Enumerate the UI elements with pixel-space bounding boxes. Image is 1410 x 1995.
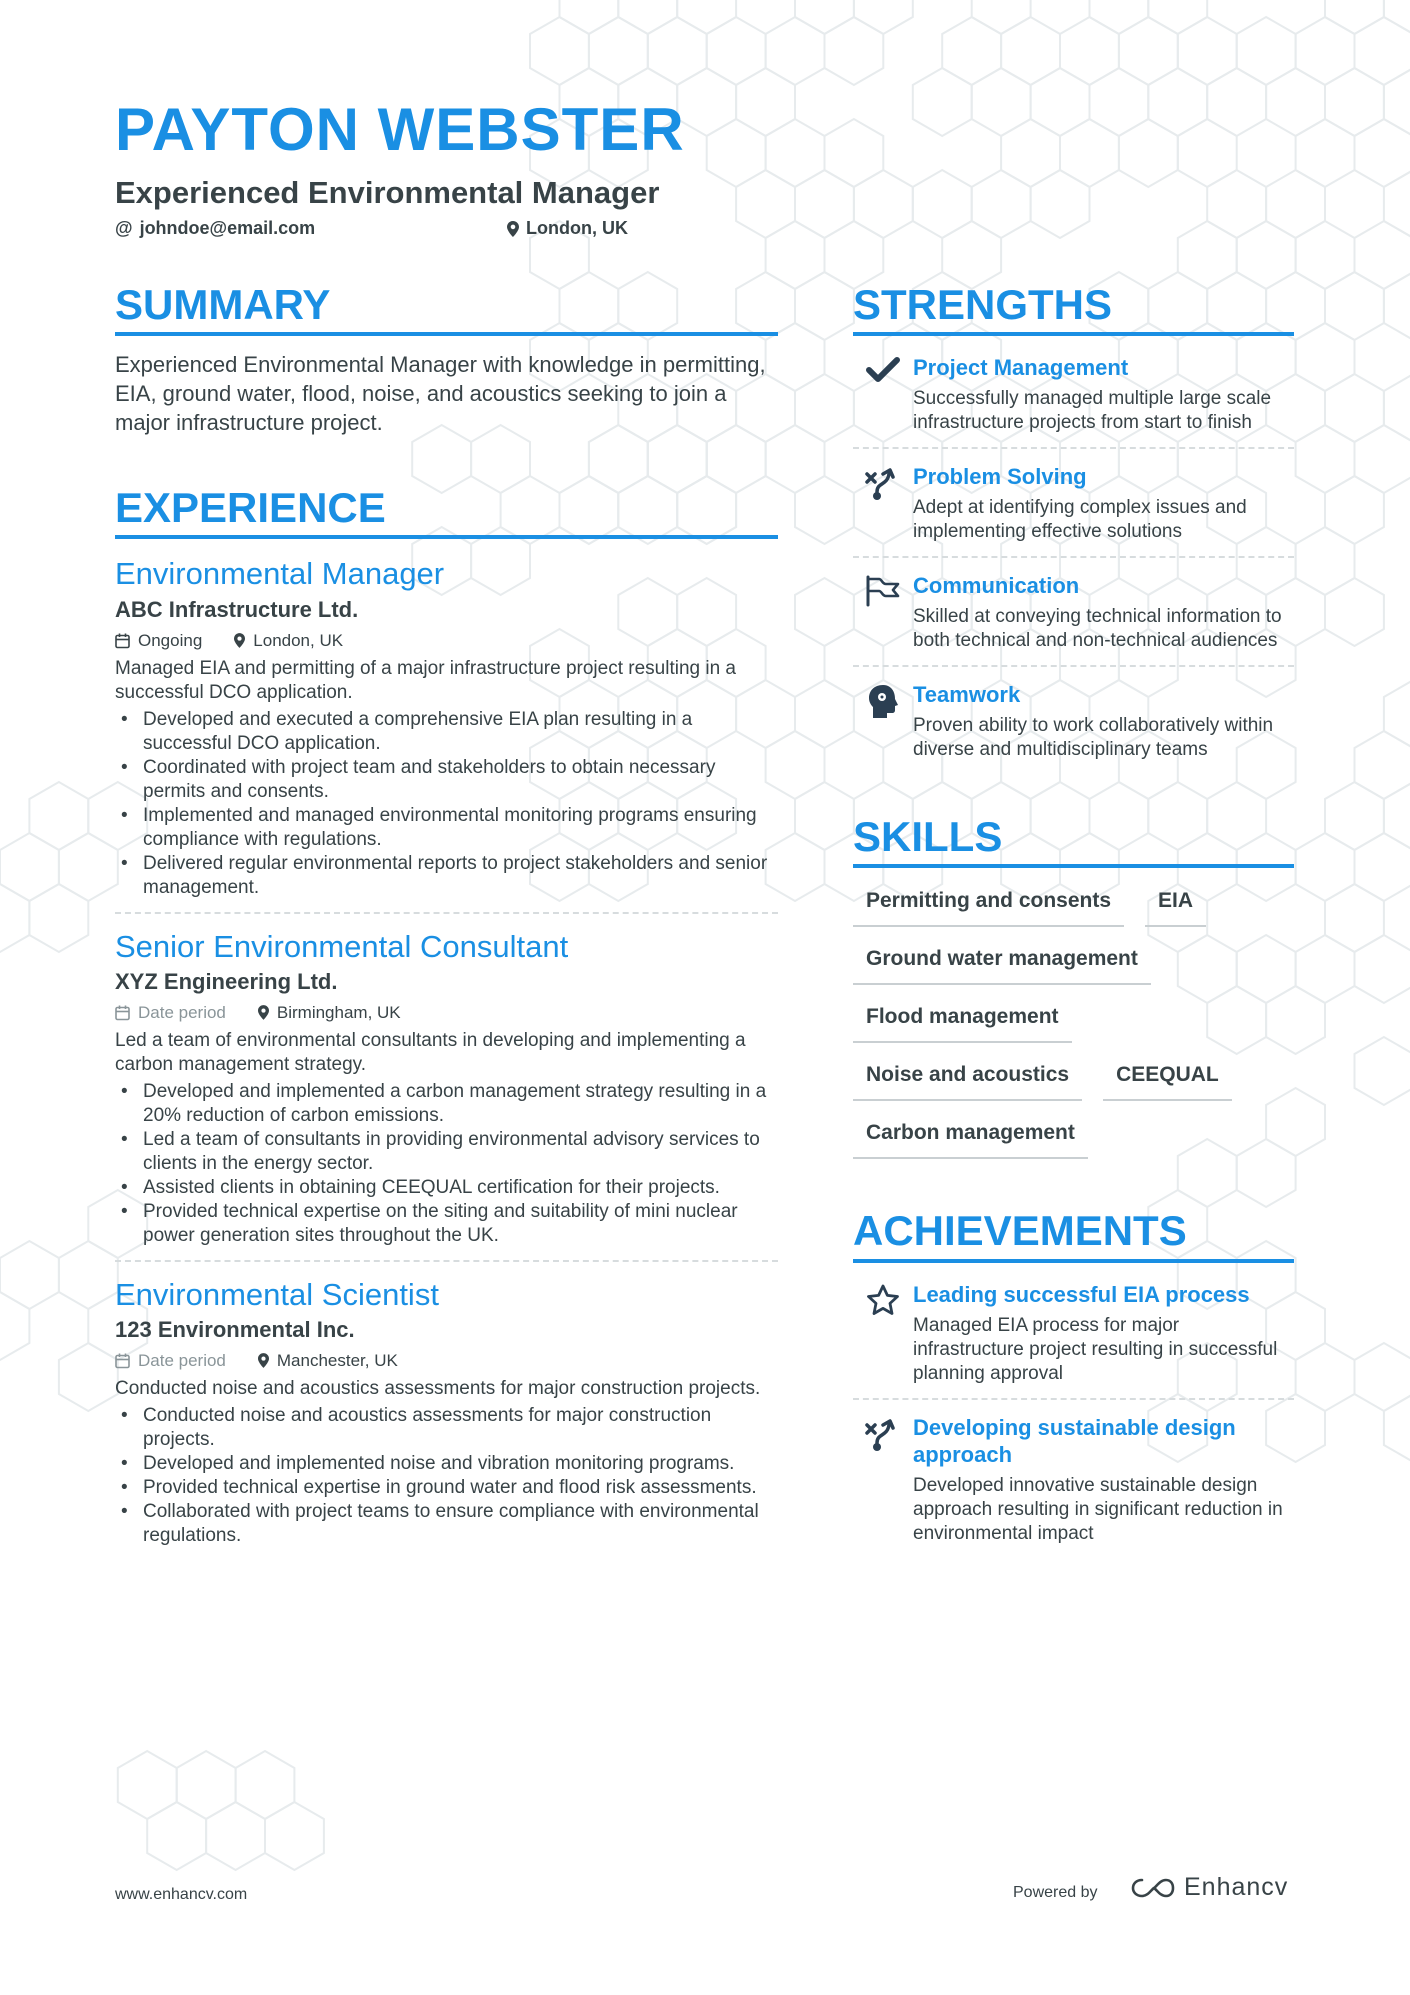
company-name: XYZ Engineering Ltd. <box>115 968 338 994</box>
achievement-title: Leading successful EIA process <box>913 1281 1250 1307</box>
summary-section <box>115 282 778 437</box>
achievement-title: Developing sustainable design approach <box>913 1414 1236 1467</box>
job-bullet: • Provided technical expertise on the siting and suitability of mini nuclear power generation sites throughout the UK. <box>115 1200 778 1248</box>
strength-text: Successfully managed multiple large scale infrastructure projects from start to finish <box>913 388 1272 434</box>
job-description: Led a team of environmental consultants in developing and implementing a carbon management strategy. <box>115 1029 746 1075</box>
company-name: 123 Environmental Inc. <box>115 1316 355 1342</box>
experience-entry <box>115 555 778 899</box>
summary-text: Experienced Environmental Manager with knowledge in permitting, EIA, ground water, flood, noise, and acoustics seeking to join a major infrastructure project. <box>115 352 766 436</box>
job-bullet: • Coordinated with project team and stakeholders to obtain necessary permits and consents. <box>115 756 778 804</box>
strength-divider <box>853 556 1294 558</box>
strength-item <box>853 572 1294 653</box>
experience-entry <box>115 1276 778 1548</box>
achievement-text: Managed EIA process for major infrastructure project resulting in successful planning approval <box>913 1314 1278 1384</box>
job-bullet: • Provided technical expertise in ground water and flood risk assessments. <box>115 1476 778 1500</box>
skills-heading: SKILLS <box>853 814 1294 868</box>
strength-title: Problem Solving <box>913 464 1087 490</box>
check-icon <box>866 357 900 383</box>
job-description: Conducted noise and acoustics assessments for major construction projects. <box>115 1377 761 1399</box>
job-location: Birmingham, UK <box>276 1002 401 1022</box>
job-bullet: • Developed and implemented a carbon management strategy resulting in a 20% reduction of carbon emissions. <box>115 1080 778 1128</box>
job-bullet: • Collaborated with project teams to ensure compliance with environmental regulations. <box>115 1500 778 1548</box>
skill-tag: EIA <box>1145 878 1206 927</box>
location-text: London, UK <box>526 218 628 238</box>
strength-item <box>853 354 1294 435</box>
strength-text: Skilled at conveying technical information to both technical and non-technical audiences <box>913 606 1282 652</box>
job-title: Senior Environmental Consultant <box>115 928 569 964</box>
strategy-icon <box>865 466 901 502</box>
job-meta <box>115 631 778 651</box>
contact-email[interactable] <box>115 218 315 239</box>
experience-heading: EXPERIENCE <box>115 485 778 539</box>
strategy-icon <box>865 1417 901 1453</box>
footer-brand-logo[interactable] <box>1130 1873 1288 1902</box>
summary-heading: SUMMARY <box>115 282 778 336</box>
candidate-name: PAYTON WEBSTER <box>115 96 685 163</box>
job-location: Manchester, UK <box>276 1350 398 1370</box>
calendar-icon <box>115 1353 130 1369</box>
calendar-icon <box>115 633 130 649</box>
email-text: johndoe@email.com <box>139 218 316 238</box>
location-pin-icon <box>258 1005 269 1020</box>
job-date: Ongoing <box>138 630 203 650</box>
achievements-section <box>853 1208 1294 1545</box>
calendar-icon <box>115 1005 130 1021</box>
contact-location <box>507 218 628 239</box>
strengths-section <box>853 282 1294 762</box>
flag-icon <box>865 575 901 607</box>
skills-list <box>853 878 1294 1168</box>
location-pin-icon <box>258 1353 269 1368</box>
achievement-item <box>853 1414 1294 1546</box>
location-pin-icon <box>507 221 519 237</box>
job-meta <box>115 1003 778 1023</box>
location-pin-icon <box>234 633 245 648</box>
skill-tag: Carbon management <box>853 1110 1088 1159</box>
job-title: Environmental Manager <box>115 556 445 592</box>
experience-section <box>115 485 778 1548</box>
skill-tag: Noise and acoustics <box>853 1052 1082 1101</box>
job-bullet: • Led a team of consultants in providing environmental advisory services to clients in the energy sector. <box>115 1128 778 1176</box>
strength-divider <box>853 447 1294 449</box>
strength-title: Project Management <box>913 355 1129 381</box>
entry-divider <box>115 1260 778 1262</box>
job-date: Date period <box>138 1002 226 1022</box>
strength-text: Adept at identifying complex issues and implementing effective solutions <box>913 497 1247 543</box>
star-icon <box>866 1284 900 1316</box>
entry-divider <box>115 912 778 914</box>
job-bullet: • Conducted noise and acoustics assessments for major construction projects. <box>115 1404 778 1452</box>
achievement-text: Developed innovative sustainable design approach resulting in significant reduction in environmental impact <box>913 1474 1283 1544</box>
skill-tag: Ground water management <box>853 936 1151 985</box>
footer-powered-by: Powered by <box>1013 1884 1098 1901</box>
skill-tag: Permitting and consents <box>853 878 1124 927</box>
job-bullet: • Developed and executed a comprehensive EIA plan resulting in a successful DCO application. <box>115 708 778 756</box>
skill-tag: CEEQUAL <box>1103 1052 1232 1101</box>
left-column <box>115 282 778 1548</box>
job-description: Managed EIA and permitting of a major infrastructure project resulting in a successful DCO application. <box>115 657 736 703</box>
strength-title: Teamwork <box>913 682 1021 708</box>
footer-url[interactable]: www.enhancv.com <box>115 1886 248 1903</box>
brand-name: Enhancv <box>1184 1873 1289 1901</box>
job-bullet: • Developed and implemented noise and vibration monitoring programs. <box>115 1452 778 1476</box>
job-date: Date period <box>138 1350 226 1370</box>
job-meta <box>115 1351 778 1371</box>
achievement-divider <box>853 1398 1294 1400</box>
enhancv-logo-icon <box>1130 1876 1176 1900</box>
strength-divider <box>853 665 1294 667</box>
job-bullet: • Implemented and managed environmental monitoring programs ensuring compliance with regulations. <box>115 804 778 852</box>
strength-title: Communication <box>913 573 1080 599</box>
strengths-heading: STRENGTHS <box>853 282 1294 336</box>
candidate-headline: Experienced Environmental Manager <box>115 175 660 210</box>
job-bullet: • Delivered regular environmental reports to project stakeholders and senior management. <box>115 852 778 900</box>
strength-item <box>853 463 1294 544</box>
job-bullet: • Assisted clients in obtaining CEEQUAL certification for their projects. <box>115 1176 778 1200</box>
strength-text: Proven ability to work collaboratively within diverse and multidisciplinary teams <box>913 715 1274 761</box>
achievement-item <box>853 1281 1294 1386</box>
job-bullets <box>115 1080 778 1248</box>
job-bullets <box>115 1404 778 1548</box>
strength-item <box>853 681 1294 762</box>
skills-section <box>853 814 1294 1168</box>
right-column <box>853 282 1294 1546</box>
achievements-heading: ACHIEVEMENTS <box>853 1208 1294 1262</box>
job-bullets <box>115 708 778 900</box>
at-icon: @ <box>115 218 133 238</box>
job-title: Environmental Scientist <box>115 1276 439 1312</box>
job-location: London, UK <box>253 630 344 650</box>
company-name: ABC Infrastructure Ltd. <box>115 596 359 622</box>
experience-entry <box>115 928 778 1248</box>
skill-tag: Flood management <box>853 994 1072 1043</box>
head-icon <box>867 684 899 720</box>
